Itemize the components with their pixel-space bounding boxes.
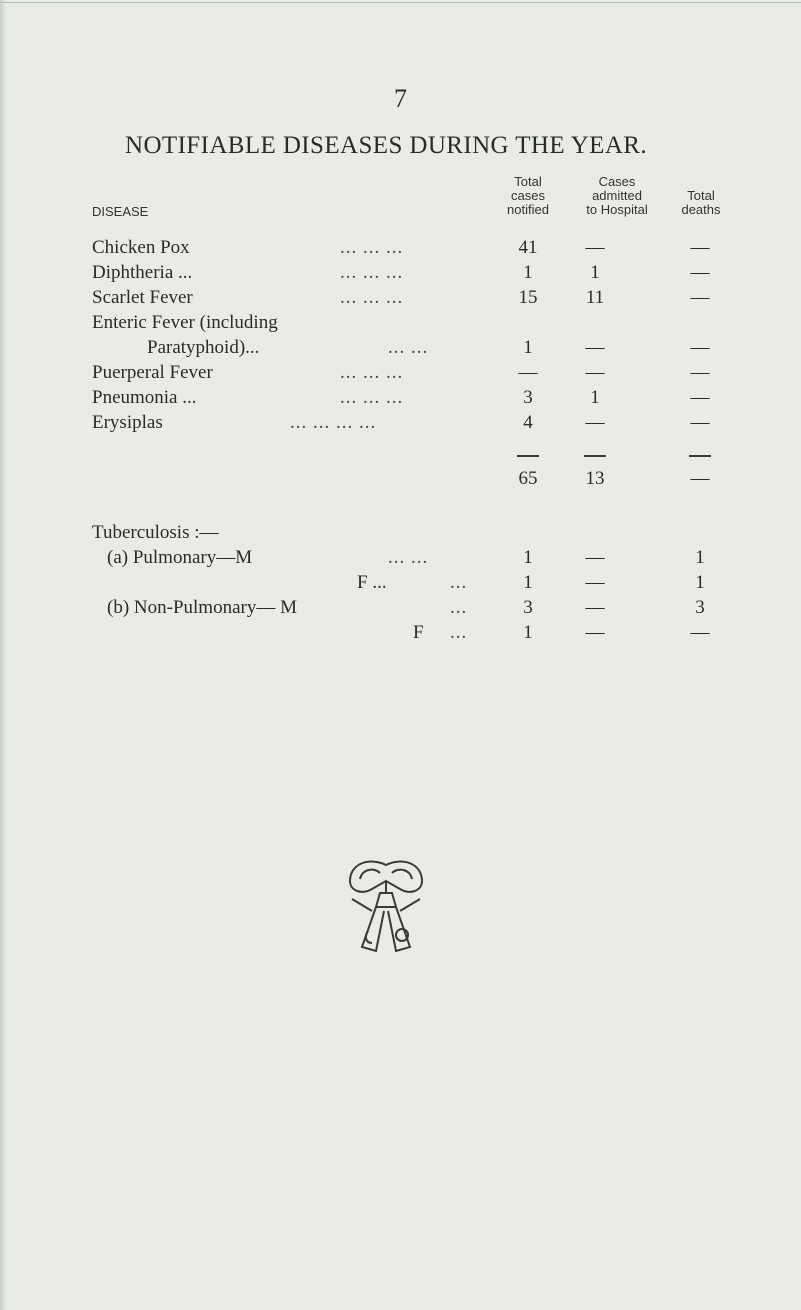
deaths-value: — [690,622,710,643]
tb-label: F ... [357,572,387,593]
table-row [0,545,801,571]
tb-label: (b) Non-Pulmonary— M [107,597,297,618]
tb-label: (a) Pulmonary—M [107,547,253,568]
table-row [0,260,801,286]
admitted-value: — [585,412,605,433]
deaths-value: — [690,237,710,258]
notified-value: 4 [523,412,533,433]
disease-name: Diphtheria ... [92,262,193,283]
col-header-admitted: Cases admitted to Hospital [586,174,648,217]
deaths-value: — [690,287,710,308]
table-row [0,410,801,436]
table-row [0,335,801,361]
notified-value: 1 [523,547,533,568]
notified-value: 1 [523,622,533,643]
notified-value: 1 [523,262,533,283]
deaths-value: — [690,412,710,433]
totals-row [0,466,801,492]
disease-name: Paratyphoid)... [147,337,260,358]
notified-value: 1 [523,572,533,593]
table-row [0,360,801,386]
leader-dots: ... ... ... [340,237,404,258]
total-rule [689,455,711,457]
admitted-value: — [585,547,605,568]
total-notified: 65 [518,468,538,489]
notified-value: 3 [523,387,533,408]
notified-value: — [518,362,538,383]
disease-name: Chicken Pox [92,237,190,258]
notified-value: 1 [523,337,533,358]
admitted-value: — [585,572,605,593]
admitted-value: 1 [590,387,600,408]
total-deaths: — [690,468,710,489]
disease-name: Scarlet Fever [92,287,193,308]
deaths-value: — [690,387,710,408]
total-admitted: 13 [585,468,605,489]
disease-name: Puerperal Fever [92,362,213,383]
leader-dots: ... ... ... [340,287,404,308]
leader-dots: ... [450,572,468,593]
admitted-value: — [585,622,605,643]
leader-dots: ... ... [388,337,429,358]
disease-name: Pneumonia ... [92,387,197,408]
leader-dots: ... ... [388,547,429,568]
deaths-value: — [690,262,710,283]
leader-dots: ... [450,622,468,643]
col-header-notified: Total cases notified [507,174,549,217]
page-edge [0,0,6,1310]
admitted-value: — [585,237,605,258]
leader-dots: ... ... ... [340,262,404,283]
table-row [0,235,801,261]
total-rule [517,455,539,457]
notified-value: 15 [518,287,538,308]
leader-dots: ... ... ... ... [290,412,377,433]
leader-dots: ... ... ... [340,362,404,383]
col-header-deaths: Total deaths [681,188,721,217]
admitted-value: 11 [585,287,605,308]
notified-value: 41 [518,237,538,258]
top-rule [0,2,801,3]
page-number: 7 [394,84,407,113]
deaths-value: 3 [695,597,705,618]
printers-ornament-icon [340,851,432,957]
leader-dots: ... ... ... [340,387,404,408]
table-row [0,385,801,411]
page-title: NOTIFIABLE DISEASES DURING THE YEAR. [125,132,648,159]
leader-dots: ... [450,597,468,618]
table-row [0,595,801,621]
admitted-value: — [585,362,605,383]
total-rule [584,455,606,457]
notified-value: 3 [523,597,533,618]
deaths-value: 1 [695,547,705,568]
table-row [0,570,801,596]
disease-name: Enteric Fever (including [92,312,278,333]
deaths-value: — [690,337,710,358]
disease-name: Erysiplas [92,412,163,433]
tb-label: F [413,622,424,643]
col-header-disease: DISEASE [92,204,149,219]
deaths-value: — [690,362,710,383]
table-row [0,310,801,336]
table-row [0,285,801,311]
admitted-value: 1 [590,262,600,283]
admitted-value: — [585,337,605,358]
tuberculosis-heading: Tuberculosis :— [92,522,219,543]
table-row [0,620,801,646]
admitted-value: — [585,597,605,618]
deaths-value: 1 [695,572,705,593]
